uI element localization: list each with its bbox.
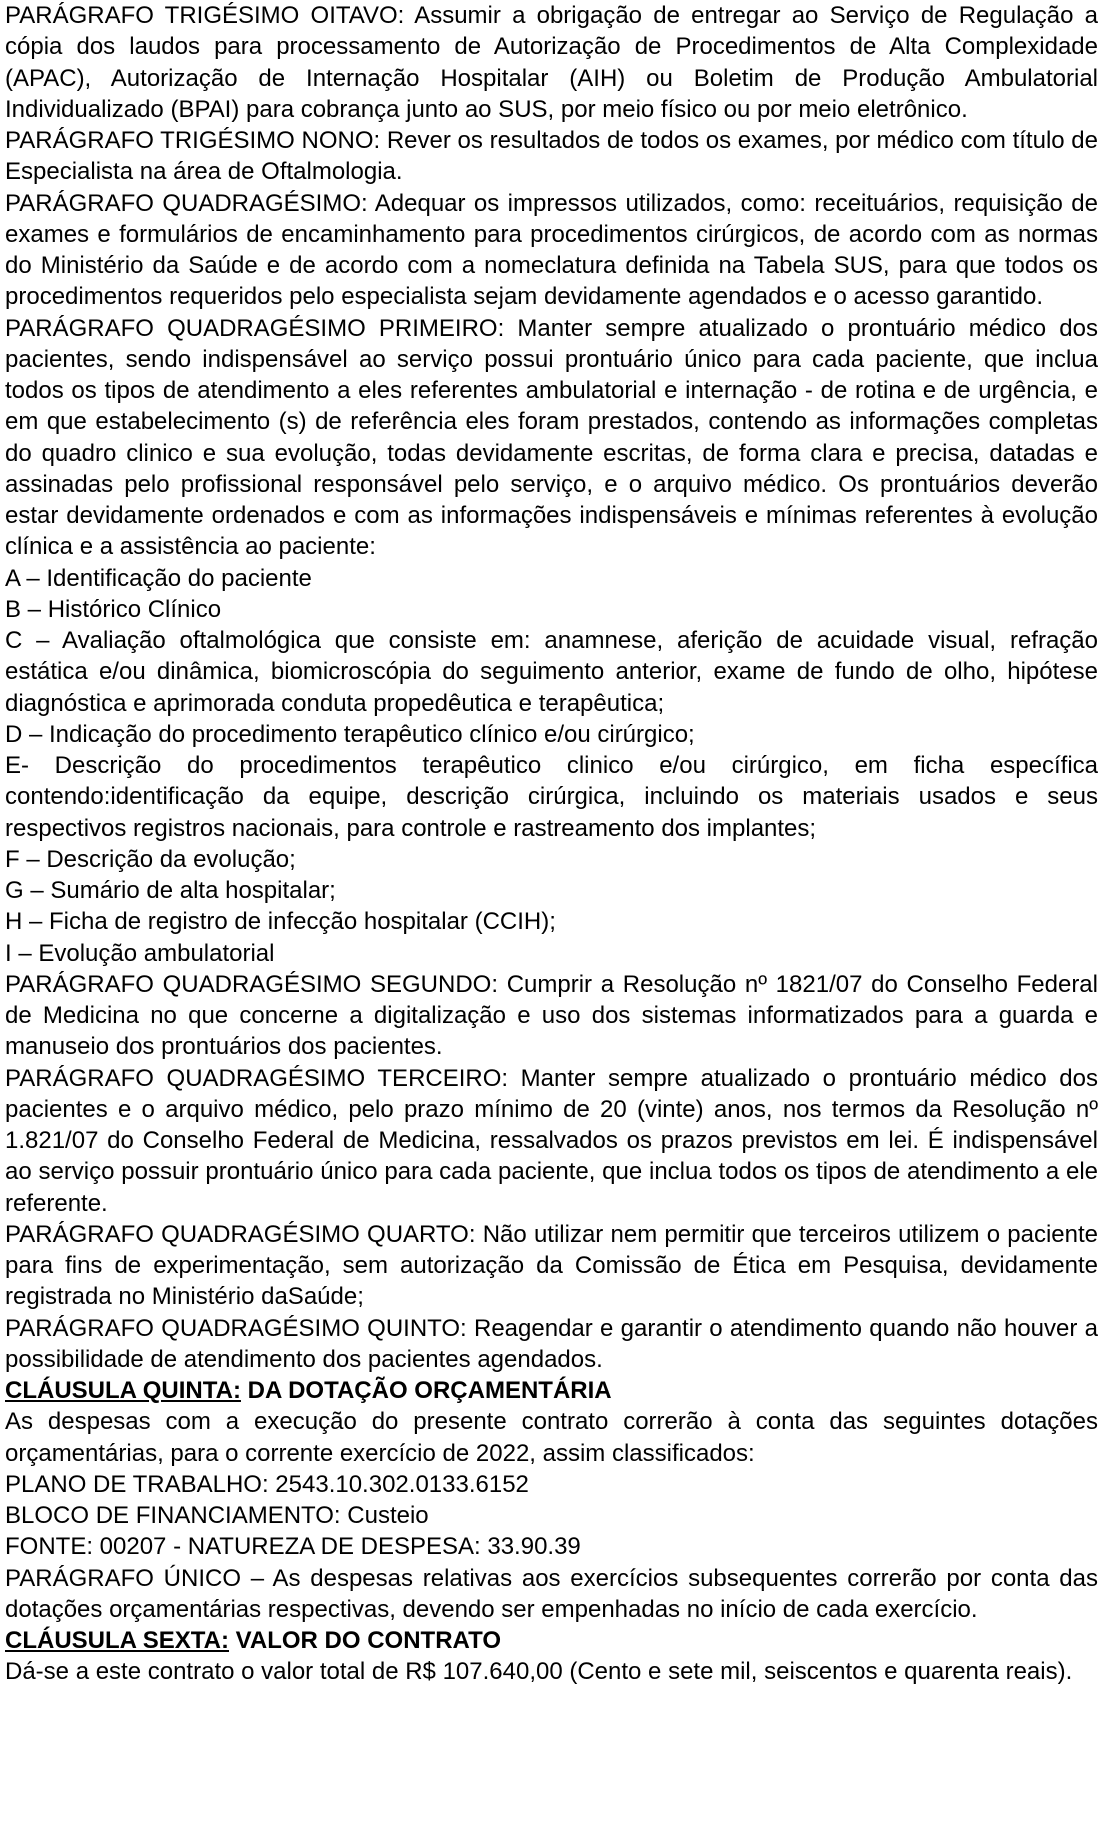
- paragraph-44: PARÁGRAFO QUADRAGÉSIMO QUARTO: Não utilizar nem permitir que terceiros utilizem o paciente para fins de experimentação, sem autorização da Comissão de Ética em Pesquisa, devidamente registrada no Ministério daSaúde;: [5, 1220, 1098, 1311]
- list-item-h: H – Ficha de registro de infecção hospitalar (CCIH);: [5, 908, 556, 936]
- clause-five-text: As despesas com a execução do presente contrato correrão à conta das seguintes dotações orçamentárias, para o corrente exercício de 2022, assim classificados:: [5, 1408, 1098, 1467]
- contract-value-text: Dá-se a este contrato o valor total de R$ 107.640,00 (Cento e sete mil, seiscentos e quarenta reais).: [5, 1658, 1073, 1686]
- financing-block-line: BLOCO DE FINANCIAMENTO: Custeio: [5, 1502, 429, 1529]
- list-item-a: A – Identificação do paciente: [5, 564, 312, 592]
- clause-six-label: CLÁUSULA SEXTA:: [5, 1627, 229, 1654]
- clause-six-heading: [5, 1625, 1098, 1656]
- document-page: [5, 0, 1098, 1688]
- list-item-i: I – Evolução ambulatorial: [5, 939, 275, 967]
- clause-five-label: CLÁUSULA QUINTA:: [5, 1377, 241, 1404]
- list-item-e: E- Descrição do procedimentos terapêutico clinico e/ou cirúrgico, em ficha específica contendo:identificação da equipe, descrição cirúrgica, incluindo os materiais usados e seus respectivos registros nacionais, para controle e rastreamento dos implantes;: [5, 752, 1098, 842]
- single-paragraph: PARÁGRAFO ÚNICO – As despesas relativas aos exercícios subsequentes correrão por conta das dotações orçamentárias respectivas, devendo ser empenhadas no início de cada exercício.: [5, 1564, 1098, 1623]
- paragraph-41: PARÁGRAFO QUADRAGÉSIMO PRIMEIRO: Manter sempre atualizado o prontuário médico dos pacientes, sendo indispensável ao serviço possui prontuário único para cada paciente, que inclua todos os tipos de atendimento a eles referentes ambulatorial e internação - de rotina e de urgência, e em que estabelecimento (s) de referência eles foram prestados, contendo as informações completas do quadro clinico e sua evolução, todas devidamente escritas, de forma clara e precisa, datadas e assinadas pelo profissional responsável pelo serviço, e o arquivo médico. Os prontuários deverão estar devidamente ordenados e com as informações indispensáveis e mínimas referentes à evolução clínica e a assistência ao paciente:: [5, 314, 1098, 561]
- clause-five-heading: [5, 1375, 1098, 1406]
- paragraph-43: PARÁGRAFO QUADRAGÉSIMO TERCEIRO: Manter sempre atualizado o prontuário médico dos pacientes e o arquivo médico, pelo prazo mínimo de 20 (vinte) anos, nos termos da Resolução nº 1.821/07 do Conselho Federal de Medicina, ressalvados os prazos previstos em lei. É indispensável ao serviço possuir prontuário único para cada paciente, que inclua todos os tipos de atendimento a ele referente.: [5, 1064, 1098, 1217]
- paragraph-40: PARÁGRAFO QUADRAGÉSIMO: Adequar os impressos utilizados, como: receituários, requisição de exames e formulários de encaminhamento para procedimentos cirúrgicos, de acordo com as normas do Ministério da Saúde e de acordo com a nomeclatura definida na Tabela SUS, para que todos os procedimentos requeridos pelo especialista sejam devidamente agendados e o acesso garantido.: [5, 189, 1098, 311]
- paragraph-38: PARÁGRAFO TRIGÉSIMO OITAVO: Assumir a obrigação de entregar ao Serviço de Regulação a cópia dos laudos para processamento de Autorização de Procedimentos de Alta Complexidade (APAC), Autorização de Internação Hospitalar (AIH) ou Boletim de Produção Ambulatorial Individualizado (BPAI) para cobrança junto ao SUS, por meio físico ou por meio eletrônico.: [5, 2, 1098, 123]
- list-item-g: G – Sumário de alta hospitalar;: [5, 877, 336, 904]
- list-item-c: C – Avaliação oftalmológica que consiste em: anamnese, aferição de acuidade visual, refração estática e/ou dinâmica, biomicroscópia do seguimento anterior, exame de fundo de olho, hipótese diagnóstica e aprimorada conduta propedêutica e terapêutica;: [5, 627, 1098, 717]
- paragraph-45: PARÁGRAFO QUADRAGÉSIMO QUINTO: Reagendar e garantir o atendimento quando não houver a possibilidade de atendimento dos pacientes agendados.: [5, 1314, 1098, 1373]
- list-item-d: D – Indicação do procedimento terapêutico clínico e/ou cirúrgico;: [5, 720, 695, 748]
- list-item-f: F – Descrição da evolução;: [5, 845, 296, 873]
- source-nature-line: FONTE: 00207 - NATUREZA DE DESPESA: 33.90.39: [5, 1533, 581, 1561]
- paragraph-42: PARÁGRAFO QUADRAGÉSIMO SEGUNDO: Cumprir a Resolução nº 1821/07 do Conselho Federal de Medicina no que concerne a digitalização e uso dos sistemas informatizados para a guarda e manuseio dos prontuários dos pacientes.: [5, 970, 1098, 1061]
- work-plan-line: PLANO DE TRABALHO: 2543.10.302.0133.6152: [5, 1470, 529, 1498]
- clause-six-title: VALOR DO CONTRATO: [229, 1627, 501, 1654]
- clause-five-title: DA DOTAÇÃO ORÇAMENTÁRIA: [240, 1377, 612, 1404]
- list-item-b: B – Histórico Clínico: [5, 595, 222, 623]
- paragraph-39: PARÁGRAFO TRIGÉSIMO NONO: Rever os resultados de todos os exames, por médico com título de Especialista na área de Oftalmologia.: [5, 127, 1098, 186]
